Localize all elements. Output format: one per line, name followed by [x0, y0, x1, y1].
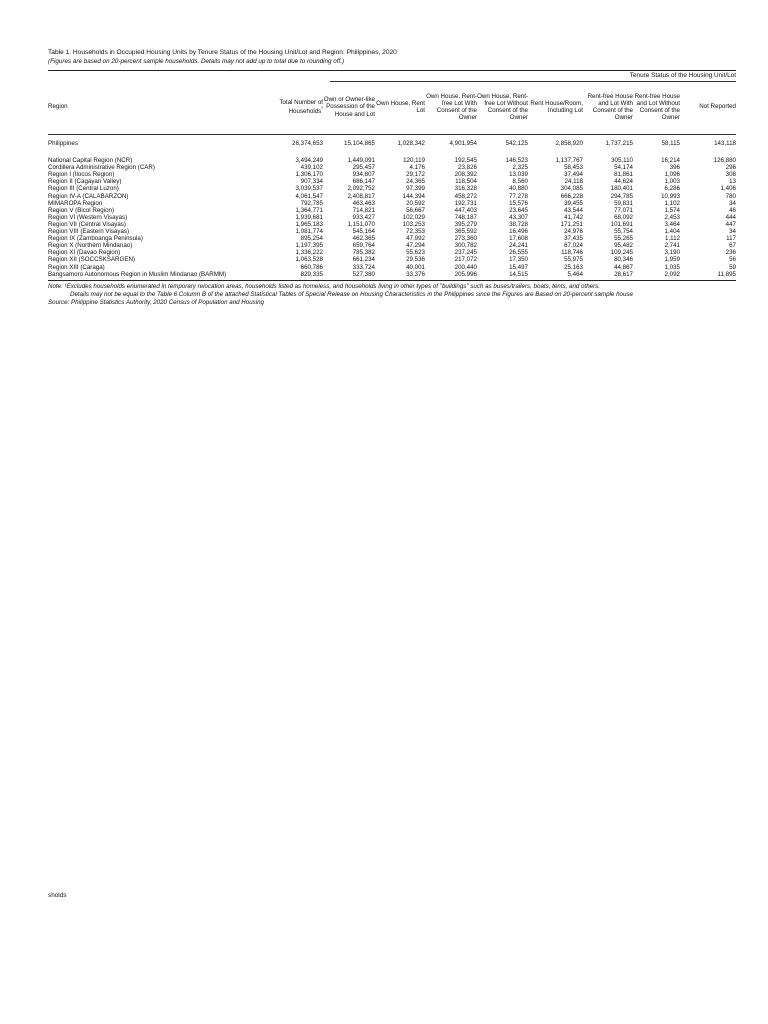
value-cell: 28,617: [614, 270, 633, 278]
table-row: [48, 157, 736, 164]
note-2: Details may not be equal to the Table 6 Column B of the attached Statistical Tables of Special Release on Housing Characteristics in the Philippines since the Figures are Based on 20-percent sample house: [70, 290, 633, 298]
value-cell: 1,112: [664, 235, 680, 243]
value-cell: 38,728: [509, 220, 528, 228]
value-cell: 2,325: [512, 164, 528, 172]
value-cell: 109,245: [610, 249, 633, 257]
value-cell: 200,440: [454, 263, 477, 271]
value-cell: 300,782: [454, 242, 477, 250]
value-cell: 333,724: [352, 263, 375, 271]
table-row: [48, 264, 736, 271]
value-cell: 68,092: [614, 213, 633, 221]
value-cell: 3,190: [664, 249, 680, 257]
region-cell: Region IX (Zamboanga Peninsula): [48, 235, 143, 243]
value-cell: 13: [729, 178, 736, 186]
value-cell: 77,071: [614, 206, 633, 214]
value-cell: 444: [725, 213, 736, 221]
value-cell: 24,365: [406, 178, 425, 186]
value-cell: 447: [725, 220, 736, 228]
table-title: Table 1. Households in Occupied Housing Units by Tenure Status of the Housing Unit/Lot and Region: Philippines, 2020: [48, 49, 397, 56]
table-row: [48, 193, 736, 200]
value-cell: 95,482: [614, 242, 633, 250]
table-row: [48, 256, 736, 263]
value-cell: 13,039: [509, 171, 528, 179]
value-cell: 1,959: [664, 256, 680, 264]
value-cell: 296: [725, 164, 736, 172]
region-cell: Philippines: [48, 140, 78, 147]
value-cell: 29,536: [406, 256, 425, 264]
value-cell: 14,515: [509, 270, 528, 278]
value-cell: 143,118: [714, 140, 736, 147]
value-cell: 37,435: [564, 235, 583, 243]
value-cell: 37,494: [564, 171, 583, 179]
value-cell: 527,380: [352, 270, 375, 278]
value-cell: 72,353: [406, 228, 425, 236]
table-subtitle: (Figures are based on 20-percent sample households. Details may not add up to total due to rounding off.): [48, 58, 345, 65]
value-cell: 2,453: [664, 213, 680, 221]
region-cell: Region III (Central Luzon): [48, 185, 119, 193]
col-region: Region: [48, 103, 68, 111]
table-row: [48, 164, 736, 171]
value-cell: 20,592: [406, 199, 425, 207]
value-cell: 17,608: [509, 235, 528, 243]
value-cell: 458,272: [454, 192, 477, 200]
value-cell: 934,807: [352, 171, 375, 179]
region-cell: Bangsamoro Autonomous Region in Muslim Mindanao (BARMM): [48, 270, 227, 278]
value-cell: 46: [729, 206, 736, 214]
tenure-header: Tenure Status of the Housing Unit/Lot: [629, 72, 736, 79]
value-cell: 1,965,183: [295, 220, 323, 228]
value-cell: 77,278: [509, 192, 528, 200]
col-rent-lot: Own House, Rent Lot: [376, 99, 425, 114]
value-cell: 666,228: [560, 192, 583, 200]
value-cell: 171,251: [560, 220, 583, 228]
value-cell: 1,028,342: [397, 140, 425, 147]
value-cell: 5,464: [567, 270, 583, 278]
value-cell: 661,234: [352, 256, 375, 264]
value-cell: 780: [725, 192, 736, 200]
value-cell: 304,085: [560, 185, 583, 193]
value-cell: 4,061,547: [295, 192, 323, 200]
statistical-table-sheet: [48, 48, 736, 307]
table-row: [48, 200, 736, 207]
households-table: [48, 82, 736, 278]
value-cell: 3,464: [664, 220, 680, 228]
value-cell: 117: [726, 235, 736, 243]
value-cell: 15,104,865: [344, 140, 375, 147]
value-cell: 2,408,817: [347, 192, 375, 200]
value-cell: 56,667: [406, 206, 425, 214]
value-cell: 205,996: [454, 270, 477, 278]
value-cell: 54,174: [614, 164, 633, 172]
value-cell: 40,880: [509, 185, 528, 193]
col-rentfree-house-with-consent: Rent-free House and Lot With Consent of the Owner: [587, 92, 633, 122]
value-cell: 2,092,752: [347, 185, 375, 193]
region-cell: Region VII (Central Visayas): [48, 220, 126, 228]
value-cell: 81,861: [614, 171, 633, 179]
value-cell: 462,365: [352, 235, 375, 243]
value-cell: 41,742: [564, 213, 583, 221]
value-cell: 1,306,170: [295, 171, 323, 179]
region-cell: Region XII (SOCCSKSARGEN): [48, 256, 135, 264]
value-cell: 33,376: [406, 270, 425, 278]
value-cell: 1,102: [664, 199, 680, 207]
value-cell: 4,901,954: [449, 140, 477, 147]
spacer-row: [48, 147, 736, 157]
region-cell: Region II (Cagayan Valley): [48, 178, 122, 186]
value-cell: 1,151,070: [347, 220, 375, 228]
value-cell: 180,401: [610, 185, 633, 193]
value-cell: 34: [729, 228, 736, 236]
region-cell: Region VI (Western Visayas): [48, 213, 128, 221]
table-row: [48, 221, 736, 228]
value-cell: 396: [669, 164, 680, 172]
spacer-cell: [48, 147, 736, 157]
value-cell: 463,463: [352, 199, 375, 207]
col-own: Own or Owner-like Possession of the House and Lot: [323, 96, 375, 118]
note-1: Note: ¹Excludes households enumerated in temporary relocation areas, households listed as homeless, and households living in other types of "buildings" such as buses/trailers, boats, tents, and others.: [48, 282, 600, 290]
col-rentfree-house-without-consent: Rent-free House and Lot Without Consent of the Owner: [634, 92, 680, 122]
value-cell: 40,001: [406, 263, 425, 271]
value-cell: 895,254: [300, 235, 323, 243]
value-cell: 56: [729, 256, 736, 264]
value-cell: 23,826: [458, 164, 477, 172]
value-cell: 26,374,653: [292, 140, 323, 147]
total-row: [48, 140, 736, 147]
col-rent-house: Rent House/Room, Including Lot: [530, 99, 583, 114]
value-cell: 55,975: [564, 256, 583, 264]
value-cell: 1,939,681: [295, 213, 323, 221]
value-cell: 2,858,920: [555, 140, 583, 147]
value-cell: 10,993: [661, 192, 680, 200]
table-row: [48, 242, 736, 249]
value-cell: 686,147: [352, 178, 375, 186]
value-cell: 1,197,395: [295, 242, 323, 250]
value-cell: 907,334: [300, 178, 323, 186]
footer-fragment: sholds: [48, 892, 67, 899]
value-cell: 126,880: [713, 157, 736, 165]
value-cell: 308: [725, 171, 736, 179]
value-cell: 545,164: [352, 228, 375, 236]
col-rentfree-lot-with-consent: Own House, Rent-free Lot With Consent of the Owner: [426, 92, 477, 122]
value-cell: 55,265: [614, 235, 633, 243]
value-cell: 55,623: [406, 249, 425, 257]
col-not-reported: Not Reported: [699, 103, 736, 111]
value-cell: 1,449,091: [347, 157, 375, 165]
value-cell: 395,279: [454, 220, 477, 228]
value-cell: 59,831: [614, 199, 633, 207]
table-row: [48, 249, 736, 256]
value-cell: 1,364,771: [295, 206, 323, 214]
value-cell: 365,592: [454, 228, 477, 236]
value-cell: 67: [729, 242, 736, 250]
value-cell: 55,754: [614, 228, 633, 236]
value-cell: 11,895: [717, 270, 736, 278]
value-cell: 659,764: [352, 242, 375, 250]
value-cell: 15,497: [509, 263, 528, 271]
value-cell: 59: [729, 263, 736, 271]
value-cell: 237,245: [454, 249, 477, 257]
col-rentfree-lot-without-consent: Own House, Rent-free Lot Without Consent of the Owner: [477, 92, 528, 122]
tenure-header-row: [48, 71, 736, 81]
value-cell: 6,286: [664, 185, 680, 193]
value-cell: 15,576: [509, 199, 528, 207]
value-cell: 1,035: [664, 263, 680, 271]
value-cell: 58,115: [661, 140, 680, 147]
value-cell: 29,172: [406, 171, 425, 179]
value-cell: 933,427: [352, 213, 375, 221]
value-cell: 829,335: [300, 270, 323, 278]
value-cell: 1,063,528: [295, 256, 323, 264]
value-cell: 295,457: [352, 164, 375, 172]
value-cell: 25,163: [564, 263, 583, 271]
value-cell: 118,504: [455, 178, 477, 186]
value-cell: 80,346: [614, 256, 633, 264]
col-total-label: Total Number of Households: [279, 98, 323, 116]
value-cell: 1,137,767: [555, 157, 583, 165]
bottom-rule: [48, 280, 736, 281]
value-cell: 236: [725, 249, 736, 257]
col-total: Total Number of Households$^{^1}$: [279, 98, 323, 116]
value-cell: 1,574: [664, 206, 680, 214]
value-cell: 8,560: [512, 178, 528, 186]
value-cell: 305,110: [611, 157, 633, 165]
region-cell: Region V (Bicol Region): [48, 206, 115, 214]
value-cell: 47,992: [406, 235, 425, 243]
value-cell: 3,494,249: [295, 157, 323, 165]
table-row: [48, 235, 736, 242]
value-cell: 58,453: [564, 164, 583, 172]
table-row: [48, 171, 736, 178]
table-row: [48, 185, 736, 192]
region-cell: Region VIII (Eastern Visayas): [48, 228, 130, 236]
value-cell: 144,394: [402, 192, 425, 200]
value-cell: 103,253: [402, 220, 425, 228]
value-cell: 192,731: [454, 199, 477, 207]
value-cell: 316,328: [454, 185, 477, 193]
table-row: [48, 214, 736, 221]
value-cell: 1,406: [720, 185, 736, 193]
value-cell: 23,645: [509, 206, 528, 214]
region-cell: Region I (Ilocos Region): [48, 171, 115, 179]
value-cell: 97,399: [406, 185, 425, 193]
value-cell: 273,360: [454, 235, 477, 243]
tenure-underline: [330, 81, 736, 82]
region-cell: MIMAROPA Region: [48, 199, 103, 207]
value-cell: 748,187: [454, 213, 477, 221]
value-cell: 714,821: [352, 206, 375, 214]
value-cell: 1,003: [664, 178, 680, 186]
value-cell: 208,392: [454, 171, 477, 179]
region-cell: Cordillera Administrative Region (CAR): [48, 164, 155, 172]
value-cell: 294,785: [610, 192, 633, 200]
region-cell: Region X (Northern Mindanao): [48, 242, 133, 250]
value-cell: 44,867: [614, 263, 633, 271]
region-cell: National Capital Region (NCR): [48, 157, 133, 165]
source-note: Source: Philippine Statistics Authority, 2020 Census of Population and Housing: [48, 298, 265, 306]
value-cell: 2,741: [664, 242, 680, 250]
value-cell: 785,382: [352, 249, 375, 257]
table-body: [48, 135, 736, 278]
value-cell: 16,214: [661, 157, 680, 165]
value-cell: 660,786: [300, 263, 323, 271]
table-row: [48, 207, 736, 214]
table-row: [48, 271, 736, 278]
value-cell: 16,496: [509, 228, 528, 236]
value-cell: 47,294: [406, 242, 425, 250]
value-cell: 39,455: [564, 199, 583, 207]
value-cell: 542,125: [505, 140, 528, 147]
value-cell: 43,544: [564, 206, 583, 214]
value-cell: 120,119: [403, 157, 425, 165]
value-cell: 2,092: [664, 270, 680, 278]
value-cell: 24,118: [564, 178, 583, 186]
value-cell: 192,545: [454, 157, 477, 165]
value-cell: 1,404: [664, 228, 680, 236]
table-row: [48, 228, 736, 235]
region-cell: Region XIII (Caraga): [48, 263, 105, 271]
value-cell: 439,102: [300, 164, 323, 172]
value-cell: 43,307: [509, 213, 528, 221]
value-cell: 17,350: [509, 256, 528, 264]
value-cell: 217,072: [454, 256, 477, 264]
value-cell: 44,624: [614, 178, 633, 186]
value-cell: 3,039,537: [295, 185, 323, 193]
region-cell: Region XI (Davao Region): [48, 249, 121, 257]
region-cell: Region IV-A (CALABARZON): [48, 192, 129, 200]
value-cell: 1,336,222: [295, 249, 323, 257]
value-cell: 1,096: [664, 171, 680, 179]
value-cell: 101,691: [610, 220, 633, 228]
value-cell: 24,241: [509, 242, 528, 250]
value-cell: 67,024: [564, 242, 583, 250]
value-cell: 792,785: [300, 199, 323, 207]
value-cell: 447,403: [454, 206, 477, 214]
value-cell: 34: [729, 199, 736, 207]
table-row: [48, 178, 736, 185]
value-cell: 26,555: [509, 249, 528, 257]
value-cell: 4,176: [409, 164, 425, 172]
value-cell: 24,976: [564, 228, 583, 236]
notes-block: [48, 283, 736, 307]
value-cell: 102,029: [402, 213, 425, 221]
value-cell: 1,737,215: [605, 140, 633, 147]
value-cell: 118,746: [561, 249, 583, 257]
value-cell: 1,081,774: [295, 228, 323, 236]
value-cell: 146,523: [505, 157, 528, 165]
